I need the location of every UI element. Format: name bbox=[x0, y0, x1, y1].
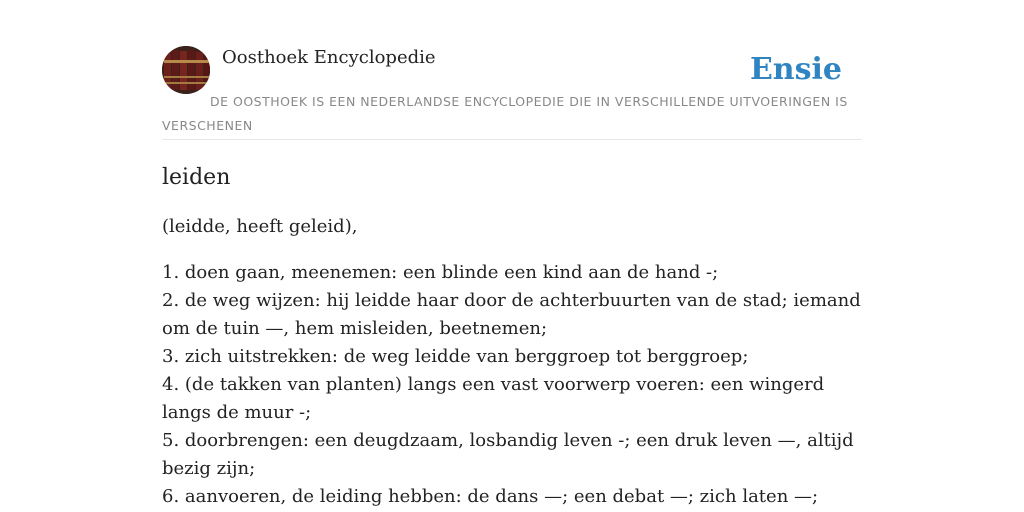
entry-content bbox=[162, 160, 862, 511]
sense-item: 5. doorbrengen: een deugdzaam, losbandig leven -; een druk leven —, altijd bezig zijn; bbox=[162, 430, 854, 479]
entry-title: leiden bbox=[162, 165, 231, 190]
site-tagline: DE OOSTHOEK IS EEN NEDERLANDSE ENCYCLOPEDIE DIE IN VERSCHILLENDE UITVOERINGEN IS VERSCHENEN bbox=[162, 94, 848, 133]
sense-item: 6. aanvoeren, de leiding hebben: de dans —; een debat —; zich laten —; bbox=[162, 486, 819, 507]
site-header bbox=[162, 46, 862, 140]
sense-item: 3. zich uitstrekken: de weg leidde van berggroep tot berggroep; bbox=[162, 346, 749, 367]
entry-senses bbox=[162, 259, 862, 511]
ensie-logo[interactable]: Ensie bbox=[749, 52, 842, 87]
encyclopedia-books-avatar[interactable] bbox=[162, 46, 210, 94]
site-title[interactable]: Oosthoek Encyclopedie bbox=[222, 47, 436, 68]
sense-item: 2. de weg wijzen: hij leidde haar door de achterbuurten van de stad; iemand om de tuin —, hem misleiden, beetnemen; bbox=[162, 290, 861, 339]
sense-item: 1. doen gaan, meenemen: een blinde een kind aan de hand -; bbox=[162, 262, 719, 283]
entry-grammar: (leidde, heeft geleid), bbox=[162, 216, 358, 237]
sense-item: 4. (de takken van planten) langs een vast voorwerp voeren: een wingerd langs de muur -; bbox=[162, 374, 825, 423]
